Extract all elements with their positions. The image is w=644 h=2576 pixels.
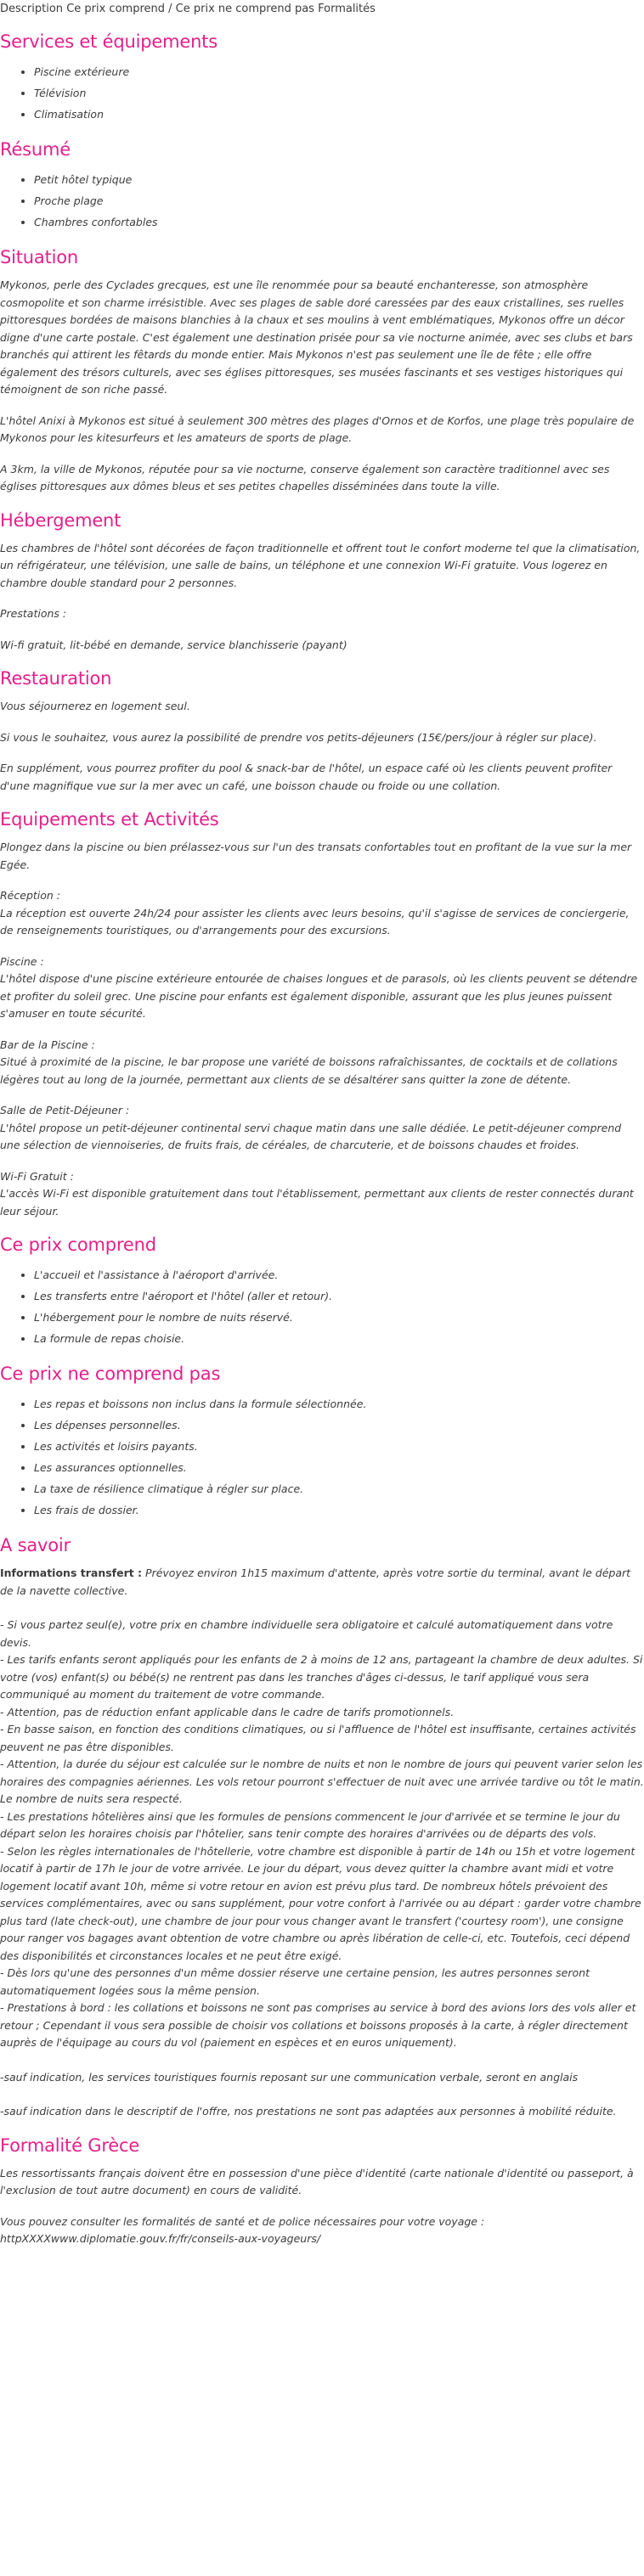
- note-line: - Si vous partez seul(e), votre prix en chambre individuelle sera obligatoire et calculé automatiquement dans votre devis.: [0, 1618, 613, 1649]
- summary-list: [0, 169, 644, 233]
- activity-label: Salle de Petit-Déjeuner :: [0, 1104, 130, 1116]
- list-item: • Proche plage: [34, 190, 644, 211]
- activity-text: L'hôtel propose un petit-déjeuner continental servi chaque matin dans une salle dédiée. Le petit-déjeuner comprend une sélection de viennoiseries, de fruits frais, de céréales, de charcuterie, et de boissons chaudes et froides.: [0, 1121, 622, 1151]
- list-item: • La taxe de résilience climatique à régler sur place.: [34, 1478, 644, 1499]
- activity-block: [0, 953, 644, 1023]
- transfer-label: Informations transfert :: [0, 1566, 143, 1579]
- list-item: • Les assurances optionnelles.: [34, 1457, 644, 1478]
- list-item: • L'accueil et l'assistance à l'aéroport d'arrivée.: [34, 1264, 644, 1285]
- list-item: • Les frais de dossier.: [34, 1499, 644, 1521]
- notes-title: A savoir: [0, 1535, 71, 1555]
- tab-included[interactable]: Ce prix comprend: [66, 3, 165, 15]
- restaurant-paragraph: En supplément, vous pourrez profiter du pool & snack-bar de l'hôtel, un espace café où les clients peuvent profiter d'une magnifique vue sur la mer avec un café, une boisson chaude ou froide ou une collation.: [0, 762, 613, 792]
- note-footer-line: -sauf indication, les services touristiques fournis reposant sur une communication verbale, seront en anglais: [0, 2070, 579, 2084]
- activity-block: [0, 1168, 644, 1221]
- note-line: - En basse saison, en fonction des conditions climatiques, ou si l'affluence de l'hôtel est insuffisante, certaines activités peuvent ne pas être disponibles.: [0, 1723, 636, 1753]
- lodging-paragraph: Prestations :: [0, 607, 67, 620]
- situation-paragraph: Mykonos, perle des Cyclades grecques, est une île renommée pour sa beauté enchanteresse, son atmosphère cosmopolite et son charme irrésistible. Avec ses plages de sable doré caressées par des eaux cristallines, ses ruelles pittoresques bordées de maisons blanchies à la chaux et ses moulins à vent emblématiques, Mykonos offre un décor digne d'une carte postale. C'est également une destination prisée pour sa vie nocturne animée, avec ses clubs et bars branchés qui attirent les fêtards du monde entier. Mais Mykonos n'est pas seulement une île de fête ; elle offre également des trésors culturels, avec ses églises pittoresques, ses musées fascinants et ses vestiges historiques qui témoignent de son riche passé.: [0, 278, 633, 396]
- note-line: - Dès lors qu'une des personnes d'un même dossier réserve une certaine pension, les autres personnes seront automatiquement logées sous la même pension.: [0, 1966, 590, 1997]
- note-line: - Attention, la durée du séjour est calculée sur le nombre de nuits et non le nombre de jours qui peuvent varier selon les horaires des compagnies aériennes. Les vols retour pourront s'effectuer de nuit avec une arrivée tardive ou tôt le matin. Le nombre de nuits sera respecté.: [0, 1758, 644, 1805]
- formalities-paragraph: Les ressortissants français doivent être en possession d'une pièce d'identité (carte nationale d'identité ou passeport, à l'exclusion de tout autre document) en cours de validité.: [0, 2166, 634, 2196]
- situation-paragraph: L'hôtel Anixi à Mykonos est situé à seulement 300 mètres des plages d'Ornos et de Korfos, une plage très populaire de Mykonos pour les kitesurfeurs et les amateurs de sports de plage.: [0, 413, 635, 444]
- summary-title: Résumé: [0, 139, 71, 160]
- note-line: - Prestations à bord : les collations et boissons ne sont pas comprises au service à bord des avions lors des vols aller et retour ; Cependant il vous sera possible de choisir vos collations et boissons proposés à la carte, à régler directement auprès de l'équipage au cours du vol (paiement en espèces et en euros uniquement).: [0, 2001, 636, 2049]
- list-item: • Les dépenses personnelles.: [34, 1415, 644, 1436]
- lodging-title: Hébergement: [0, 509, 121, 531]
- activity-text: Situé à proximité de la piscine, le bar propose une variété de boissons rafraîchissantes, de cocktails et de collations légères tout au long de la journée, permettant aux clients de se désaltérer sans quitter la zone de détente.: [0, 1055, 618, 1086]
- note-line: - Les tarifs enfants seront appliqués pour les enfants de 2 à moins de 12 ans, partageant la chambre de deux adultes. Si votre (vos) enfant(s) ou bébé(s) ne rentrent pas dans les tranches d'âges ci-dessus, le tarif appliqué vous sera communiqué au moment du traitement de votre commande.: [0, 1653, 643, 1701]
- activity-text: L'hôtel dispose d'une piscine extérieure entourée de chaises longues et de parasols, où les clients peuvent se détendre et profiter du soleil grec. Une piscine pour enfants est également disponible, assurant que les plus jeunes puissent s'amuser en toute sécurité.: [0, 972, 638, 1020]
- list-item: • Les activités et loisirs payants.: [34, 1436, 644, 1457]
- included-list: [0, 1264, 644, 1349]
- restaurant-title: Restauration: [0, 668, 112, 689]
- list-item: • Les transferts entre l'aéroport et l'hôtel (aller et retour).: [34, 1285, 644, 1307]
- tab-description[interactable]: Description: [0, 3, 64, 15]
- restaurant-paragraph: Vous séjournerez en logement seul.: [0, 700, 190, 712]
- activities-title: Equipements et Activités: [0, 809, 219, 830]
- activity-label: Bar de la Piscine :: [0, 1038, 95, 1051]
- activity-block: [0, 887, 644, 940]
- transfer-text: Prévoyez environ 1h15 maximum d'attente, après votre sortie du terminal, avant le départ de la navette collective.: [0, 1566, 631, 1597]
- tab-separator: /: [165, 3, 176, 15]
- activity-label: Piscine :: [0, 954, 44, 968]
- activities-intro: Plongez dans la piscine ou bien prélassez-vous sur l'un des transats confortables tout en profitant de la vue sur la mer Egée.: [0, 841, 632, 871]
- list-item: • Chambres confortables: [34, 211, 644, 233]
- formalities-title: Formalité Grèce: [0, 2134, 140, 2156]
- tab-excluded[interactable]: Ce prix ne comprend pas: [175, 3, 314, 15]
- formalities-paragraph: Vous pouvez consulter les formalités de santé et de police nécessaires pour votre voyage :: [0, 2214, 485, 2228]
- lodging-paragraph: Wi-fi gratuit, lit-bébé en demande, service blanchisserie (payant): [0, 638, 347, 651]
- tab-formalities[interactable]: Formalités: [318, 3, 376, 15]
- excluded-list: [0, 1393, 644, 1521]
- list-item: • Les repas et boissons non inclus dans la formule sélectionnée.: [34, 1393, 644, 1415]
- note-line: - Selon les règles internationales de l'hôtellerie, votre chambre est disponible à partir de 14h ou 15h et votre logement locatif à partir de 17h le jour de votre arrivée. Le jour du départ, vous devez quitter la chambre avant midi et votre logement locatif avant 10h, même si votre retour en avion est prévu plus tard. De nombreux hôtels prévoient des services complémentaires, avec ou sans supplément, pour votre confort à l'arrivée ou au départ : garder votre chambre plus tard (late check-out), une chambre de jour pour vous changer avant le transfert ('courtesy room'), une consigne pour ranger vos bagages avant obtention de votre chambre ou après libération de celle-ci, etc. Toutefois, ceci dépend des disponibilités et circonstances locales et ne peut être exigé.: [0, 1844, 641, 1962]
- notes-section: [0, 1565, 644, 2121]
- lodging-paragraph: Les chambres de l'hôtel sont décorées de façon traditionnelle et offrent tout le confort moderne tel que la climatisation, un réfrigérateur, une télévision, une salle de bains, un téléphone et une connexion Wi-Fi gratuite. Vous logerez en chambre double standard pour 2 personnes.: [0, 541, 641, 589]
- note-line: - Les prestations hôtelières ainsi que les formules de pensions commencent le jour d'arrivée et se termine le jour du départ selon les horaires choisis par l'hôtelier, sans tenir compte des horaires d'arrivées ou de départs des vols.: [0, 1809, 620, 1840]
- services-list: [0, 61, 644, 125]
- activity-block: [0, 1037, 644, 1089]
- note-line: - Attention, pas de réduction enfant applicable dans le cadre de tarifs promotionnels.: [0, 1705, 455, 1718]
- list-item: • Climatisation: [34, 104, 644, 125]
- situation-paragraph: A 3km, la ville de Mykonos, réputée pour sa vie nocturne, conserve également son caractère traditionnel avec ses églises pittoresques aux dômes bleus et ses petites chapelles disséminées dans toute la ville.: [0, 462, 610, 492]
- list-item: • Télévision: [34, 82, 644, 104]
- note-footer-line: -sauf indication dans le descriptif de l'offre, nos prestations ne sont pas adaptées aux personnes à mobilité réduite.: [0, 2105, 617, 2118]
- activity-label: Réception :: [0, 889, 61, 902]
- list-item: • Piscine extérieure: [34, 61, 644, 82]
- activity-text: L'accès Wi-Fi est disponible gratuitement dans tout l'établissement, permettant aux clients de rester connectés durant leur séjour.: [0, 1187, 634, 1218]
- tab-bar: [0, 0, 644, 19]
- formalities-link[interactable]: httpXXXXwww.diplomatie.gouv.fr/fr/conseils-aux-voyageurs/: [0, 2232, 321, 2245]
- activity-text: La réception est ouverte 24h/24 pour assister les clients avec leurs besoins, qu'il s'agisse de services de conciergerie, de renseignements touristiques, ou d'arrangements pour des excursions.: [0, 906, 630, 936]
- activity-block: [0, 1102, 644, 1155]
- list-item: • L'hébergement pour le nombre de nuits réservé.: [34, 1307, 644, 1328]
- services-title: Services et équipements: [0, 31, 217, 52]
- excluded-title: Ce prix ne comprend pas: [0, 1364, 221, 1384]
- situation-title: Situation: [0, 247, 79, 267]
- list-item: • Petit hôtel typique: [34, 169, 644, 190]
- restaurant-paragraph: Si vous le souhaitez, vous aurez la possibilité de prendre vos petits-déjeuners (15€/pers/jour à régler sur place).: [0, 730, 597, 744]
- included-title: Ce prix comprend: [0, 1235, 156, 1255]
- transfer-info: [0, 1565, 644, 1600]
- activity-label: Wi-Fi Gratuit :: [0, 1169, 74, 1183]
- list-item: • La formule de repas choisie.: [34, 1328, 644, 1349]
